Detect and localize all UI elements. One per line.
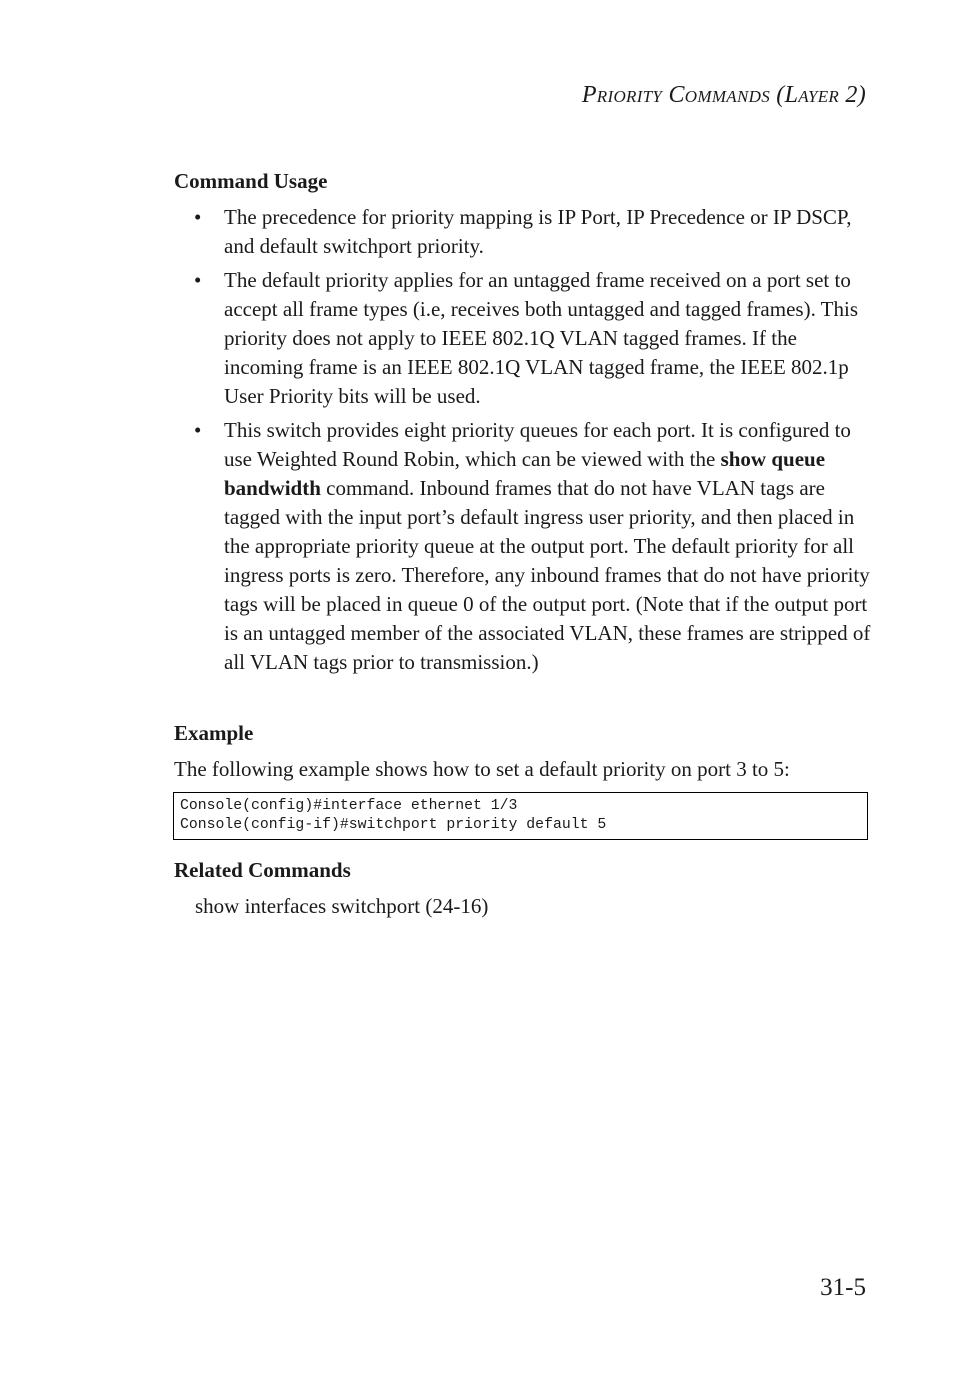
bullet-icon: •: [194, 205, 202, 229]
code-line: Console(config)#interface ethernet 1/3: [180, 798, 518, 814]
page-number: 31-5: [820, 1274, 866, 1301]
related-command-item: show interfaces switchport (24-16): [195, 894, 489, 918]
example-heading: Example: [174, 721, 254, 745]
bullet-icon: •: [194, 418, 202, 442]
bullet-text-part: command. Inbound frames that do not have VLAN tags are tagged with the input port’s default ingress user priority, and then placed in the appropriate priority queue at the output port. The default priority for all ingress ports is zero. Therefore, any inbound frames that do not have priority tags will be placed in queue 0 of the output port. (Note that if the output port is an untagged member of the associated VLAN, these frames are stripped of all VLAN tags prior to transmission.): [224, 476, 871, 674]
code-line: Console(config-if)#switchport priority default 5: [180, 817, 607, 833]
command-reference: show queue bandwidth: [224, 447, 826, 500]
related-commands-heading: Related Commands: [174, 858, 351, 882]
bullet-text: The default priority applies for an untagged frame received on a port set to accept all frame types (i.e, receives both untagged and tagged frames). This priority does not apply to IEEE 802.1Q VLAN tagged frames. If the incoming frame is an IEEE 802.1Q VLAN tagged frame, the IEEE 802.1p User Priority bits will be used.: [224, 268, 859, 408]
bullet-text: The precedence for priority mapping is IP Port, IP Precedence or IP DSCP, and default switchport priority.: [224, 205, 852, 258]
running-header: Priority Commands (Layer 2): [581, 82, 866, 108]
list-item: [194, 416, 874, 677]
list-item: [194, 266, 874, 411]
command-usage-heading: Command Usage: [174, 169, 328, 193]
example-intro: The following example shows how to set a default priority on port 3 to 5:: [174, 757, 790, 781]
bullet-icon: •: [194, 268, 202, 292]
list-item: [194, 203, 874, 261]
command-usage-list: [194, 203, 874, 682]
code-block: [173, 792, 868, 840]
bullet-text-part: This switch provides eight priority queues for each port. It is configured to use Weighted Round Robin, which can be viewed with the: [224, 418, 851, 471]
